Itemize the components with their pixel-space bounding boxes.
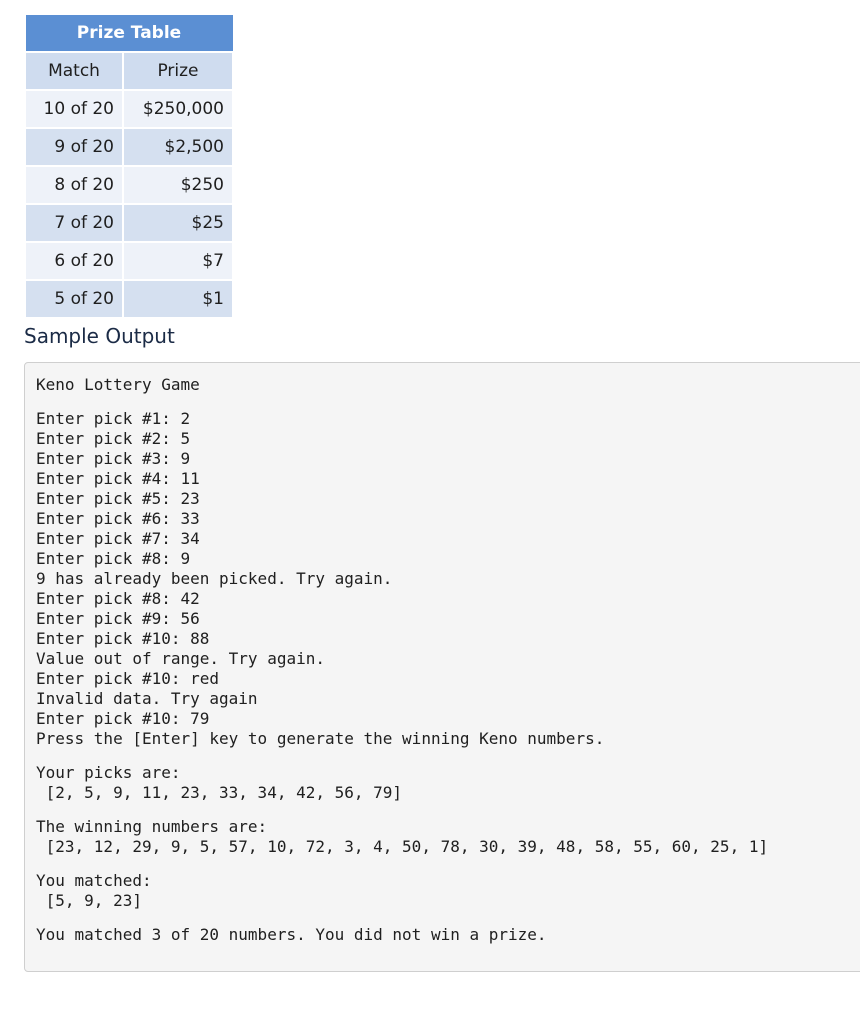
console-line: The winning numbers are: <box>36 817 268 836</box>
header-prize: Prize <box>123 52 233 90</box>
console-line: Enter pick #10: 88 <box>36 629 210 648</box>
console-line: Value out of range. Try again. <box>36 649 325 668</box>
console-line: Enter pick #3: 9 <box>36 449 191 468</box>
blank-line <box>36 911 852 925</box>
match-cell: 5 of 20 <box>25 280 123 318</box>
console-line: 9 has already been picked. Try again. <box>36 569 393 588</box>
match-cell: 8 of 20 <box>25 166 123 204</box>
sample-output-block <box>24 362 860 972</box>
console-line: Enter pick #2: 5 <box>36 429 191 448</box>
header-match: Match <box>25 52 123 90</box>
sample-output-heading: Sample Output <box>24 324 175 348</box>
console-line: Invalid data. Try again <box>36 689 258 708</box>
console-line: Your picks are: <box>36 763 181 782</box>
blank-line <box>36 803 852 817</box>
console-line: You matched 3 of 20 numbers. You did not win a prize. <box>36 925 547 944</box>
console-line: Enter pick #6: 33 <box>36 509 200 528</box>
prize-cell: $1 <box>123 280 233 318</box>
prize-table <box>24 14 234 319</box>
console-line: Press the [Enter] key to generate the winning Keno numbers. <box>36 729 605 748</box>
prize-cell: $250 <box>123 166 233 204</box>
console-line: You matched: <box>36 871 152 890</box>
console-line: Enter pick #8: 42 <box>36 589 200 608</box>
table-row <box>25 242 233 280</box>
match-cell: 7 of 20 <box>25 204 123 242</box>
table-row <box>25 166 233 204</box>
blank-line <box>36 395 852 409</box>
table-row <box>25 280 233 318</box>
prize-table-caption: Prize Table <box>25 15 233 53</box>
console-line: Enter pick #9: 56 <box>36 609 200 628</box>
prize-cell: $2,500 <box>123 128 233 166</box>
match-cell: 10 of 20 <box>25 90 123 128</box>
match-cell: 6 of 20 <box>25 242 123 280</box>
console-line: Enter pick #1: 2 <box>36 409 191 428</box>
console-line: Enter pick #4: 11 <box>36 469 200 488</box>
console-line: Enter pick #10: 79 <box>36 709 210 728</box>
table-row <box>25 204 233 242</box>
console-line: Enter pick #10: red <box>36 669 220 688</box>
console-line: Enter pick #7: 34 <box>36 529 200 548</box>
table-row <box>25 128 233 166</box>
console-line: [2, 5, 9, 11, 23, 33, 34, 42, 56, 79] <box>36 783 403 802</box>
console-line: [5, 9, 23] <box>36 891 142 910</box>
prize-cell: $250,000 <box>123 90 233 128</box>
console-line: [23, 12, 29, 9, 5, 57, 10, 72, 3, 4, 50, 78, 30, 39, 48, 58, 55, 60, 25, 1] <box>36 837 769 856</box>
match-cell: 9 of 20 <box>25 128 123 166</box>
prize-cell: $25 <box>123 204 233 242</box>
console-line: Enter pick #8: 9 <box>36 549 191 568</box>
blank-line <box>36 857 852 871</box>
blank-line <box>36 749 852 763</box>
prize-cell: $7 <box>123 242 233 280</box>
console-line: Enter pick #5: 23 <box>36 489 200 508</box>
console-line: Keno Lottery Game <box>36 375 200 394</box>
table-row <box>25 90 233 128</box>
